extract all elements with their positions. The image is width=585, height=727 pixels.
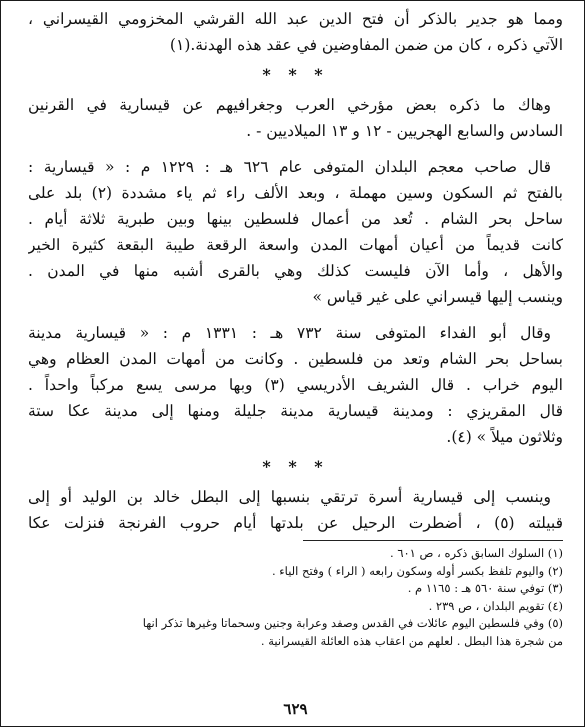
text-line: والأهل ، وأما الآن فليست كذلك وهي بالقرى أشبه منها في المدن . — [28, 262, 563, 280]
text-line: وينسب إلى قيسارية أسرة ترتقي بنسبها إلى البطل خالد بن الوليد أو إلى — [28, 488, 551, 506]
footnote: (٤) تقويم البلدان ، ص ٢٣٩ . — [428, 598, 563, 613]
main-text — [28, 6, 563, 536]
text-line: قال المقريزي : ومدينة قيسارية مدينة جليلة ومنها إلى مدينة عكا ستة — [28, 402, 563, 420]
section-separator: * * * — [262, 65, 329, 84]
text-line: قبيلته (٥) ، أضطرت الرحيل عن بلدتها أيام حروب الفرنجة فنزلت عكا — [28, 514, 563, 532]
paragraph — [28, 484, 563, 536]
footnote: (٢) واليوم تلفظ بكسر أوله وسكون رابعه ( الراء ) وفتح الياء . — [271, 563, 563, 578]
text-line: وقال أبو الفداء المتوفى سنة ٧٣٢ هـ : ١٣٣١ م : « قيسارية مدينة — [28, 324, 551, 342]
paragraph — [28, 154, 563, 310]
text-line: السادس والسابع الهجريين - ١٢ و ١٣ الميلاديين - . — [246, 122, 563, 140]
footnotes — [28, 545, 563, 650]
text-line: كانت قديماً من أعيان أمهات المدن واسعة الرقعة طيبة البقعة كثيرة الخير — [28, 236, 563, 254]
page-number: ٦٢٩ — [283, 700, 308, 718]
paragraph — [28, 92, 563, 144]
document-page — [28, 6, 563, 718]
text-line: قال صاحب معجم البلدان المتوفى عام ٦٢٦ هـ : ١٢٢٩ م : « قيسارية : — [28, 158, 551, 176]
text-line: اليوم خراب . قال الشريف الأدريسي (٣) وبها مرسى يسع مركباً واحداً . — [28, 376, 563, 394]
text-line: الآتي ذكره ، كان من ضمن المفاوضين في عقد هذه الهدنة.(١) — [169, 36, 563, 54]
text-line: وينسب إليها قيسراني على غير قياس » — [312, 288, 563, 306]
text-line: وهاك ما ذكره بعض مؤرخي العرب وجغرافيهم عن قيسارية في القرنين — [28, 96, 551, 114]
footnote: (١) السلوك السابق ذكره ، ص ٦٠١ . — [390, 546, 563, 560]
text-line: ساحل بحر الشام . تُعد من أعمال فلسطين بينها وبين طبرية ثلاثة أيام . — [28, 210, 563, 228]
text-line: ومما هو جدير بالذكر أن فتح الدين عبد الله القرشي المخزومي القيسراني ، — [28, 10, 563, 28]
text-line: بساحل بحر الشام وتعد من فلسطين . وكانت من أمهات المدن العظام وهي — [28, 350, 563, 368]
footnote-rule — [303, 540, 563, 541]
footnote: (٥) وفي فلسطين اليوم عائلات في القدس وصفد وعرابة وجنين وسحماتا وغيرها تذكر انها — [142, 616, 563, 630]
footnote: (٣) توفي سنة ٥٦٠ هـ : ١١٦٥ م . — [407, 581, 563, 595]
paragraph — [28, 320, 563, 450]
text-line: وثلاثون ميلاً » (٤). — [446, 428, 563, 446]
section-separator: * * * — [262, 457, 329, 476]
footnote: من شجرة هذا البطل . لعلهم من اعقاب هذه العائلة القيسرانية . — [260, 633, 563, 648]
paragraph — [28, 6, 563, 58]
text-line: بالفتح ثم السكون وسين مهملة ، وبعد الألف راء ثم ياء مشددة (٢) بلد على — [28, 184, 563, 202]
